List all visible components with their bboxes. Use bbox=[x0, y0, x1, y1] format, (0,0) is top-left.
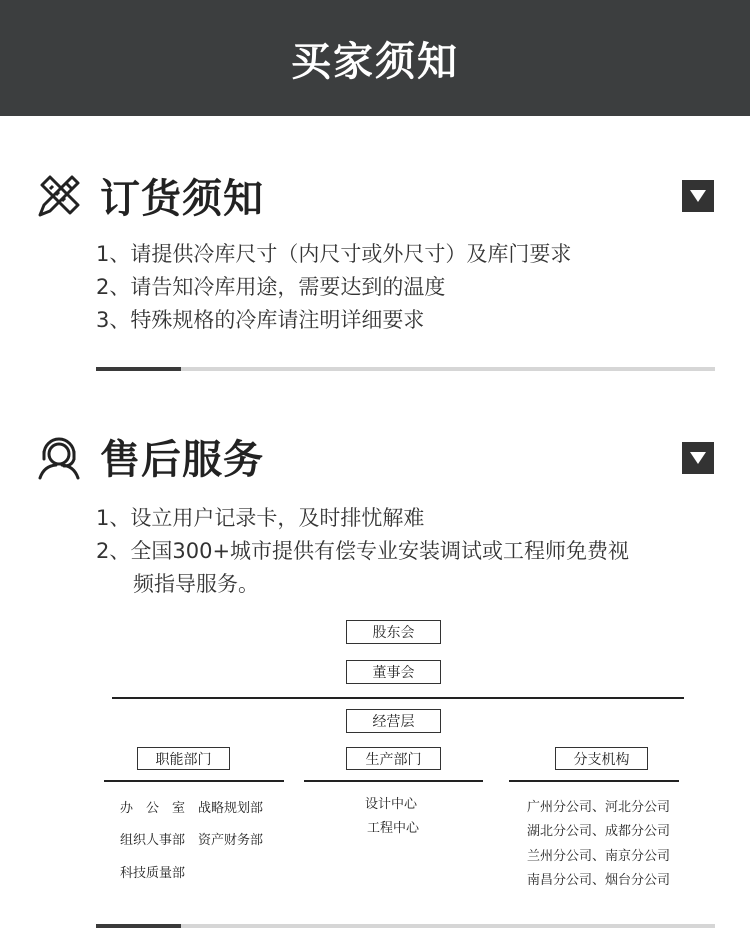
org-text: 湖北分公司、成都分公司 bbox=[527, 824, 671, 839]
service-title: 售后服务 bbox=[100, 437, 264, 483]
org-line-main bbox=[112, 697, 684, 699]
page-title: 买家须知 bbox=[291, 38, 459, 85]
order-list bbox=[96, 238, 571, 337]
service-section-title bbox=[34, 428, 264, 485]
divider-accent bbox=[96, 924, 181, 928]
org-text: 广州分公司、河北分公司 bbox=[527, 800, 671, 815]
org-text: 办 公 室 战略规划部 bbox=[120, 801, 264, 816]
order-section-title bbox=[34, 167, 264, 224]
page-header bbox=[0, 0, 750, 116]
triangle-down-icon bbox=[690, 190, 706, 202]
list-item: 3、特殊规格的冷库请注明详细要求 bbox=[96, 308, 425, 332]
order-collapse-toggle[interactable] bbox=[682, 180, 714, 212]
org-box-management: 经营层 bbox=[346, 709, 441, 733]
list-item: 2、全国300+城市提供有偿专业安装调试或工程师免费视 bbox=[96, 539, 630, 563]
org-box-board: 董事会 bbox=[346, 660, 441, 684]
section-divider bbox=[96, 367, 715, 371]
org-line-production bbox=[304, 780, 483, 782]
list-item: 1、请提供冷库尺寸（内尺寸或外尺寸）及库门要求 bbox=[96, 242, 572, 266]
org-box-functional: 职能部门 bbox=[137, 747, 230, 770]
org-box-shareholders: 股东会 bbox=[346, 620, 441, 644]
org-text: 兰州分公司、南京分公司 bbox=[527, 849, 671, 864]
service-list bbox=[96, 502, 629, 601]
list-item-continuation: 频指导服务。 bbox=[133, 572, 259, 596]
divider-accent bbox=[96, 367, 181, 371]
org-box-branches: 分支机构 bbox=[555, 747, 648, 770]
org-box-production: 生产部门 bbox=[346, 747, 441, 770]
org-text: 工程中心 bbox=[367, 821, 420, 836]
service-collapse-toggle[interactable] bbox=[682, 442, 714, 474]
triangle-down-icon bbox=[690, 452, 706, 464]
pencil-ruler-icon bbox=[34, 171, 84, 221]
org-text: 南昌分公司、烟台分公司 bbox=[527, 873, 671, 888]
org-line-branches bbox=[509, 780, 679, 782]
order-title: 订货须知 bbox=[100, 176, 264, 222]
list-item: 2、请告知冷库用途，需要达到的温度 bbox=[96, 275, 446, 299]
org-text: 组织人事部 资产财务部 bbox=[120, 833, 264, 848]
section-divider bbox=[96, 924, 715, 928]
org-text: 科技质量部 bbox=[120, 866, 186, 881]
list-item: 1、设立用户记录卡，及时排忧解难 bbox=[96, 506, 425, 530]
org-text: 设计中心 bbox=[365, 797, 418, 812]
customer-service-icon bbox=[34, 432, 84, 482]
org-line-functional bbox=[104, 780, 284, 782]
